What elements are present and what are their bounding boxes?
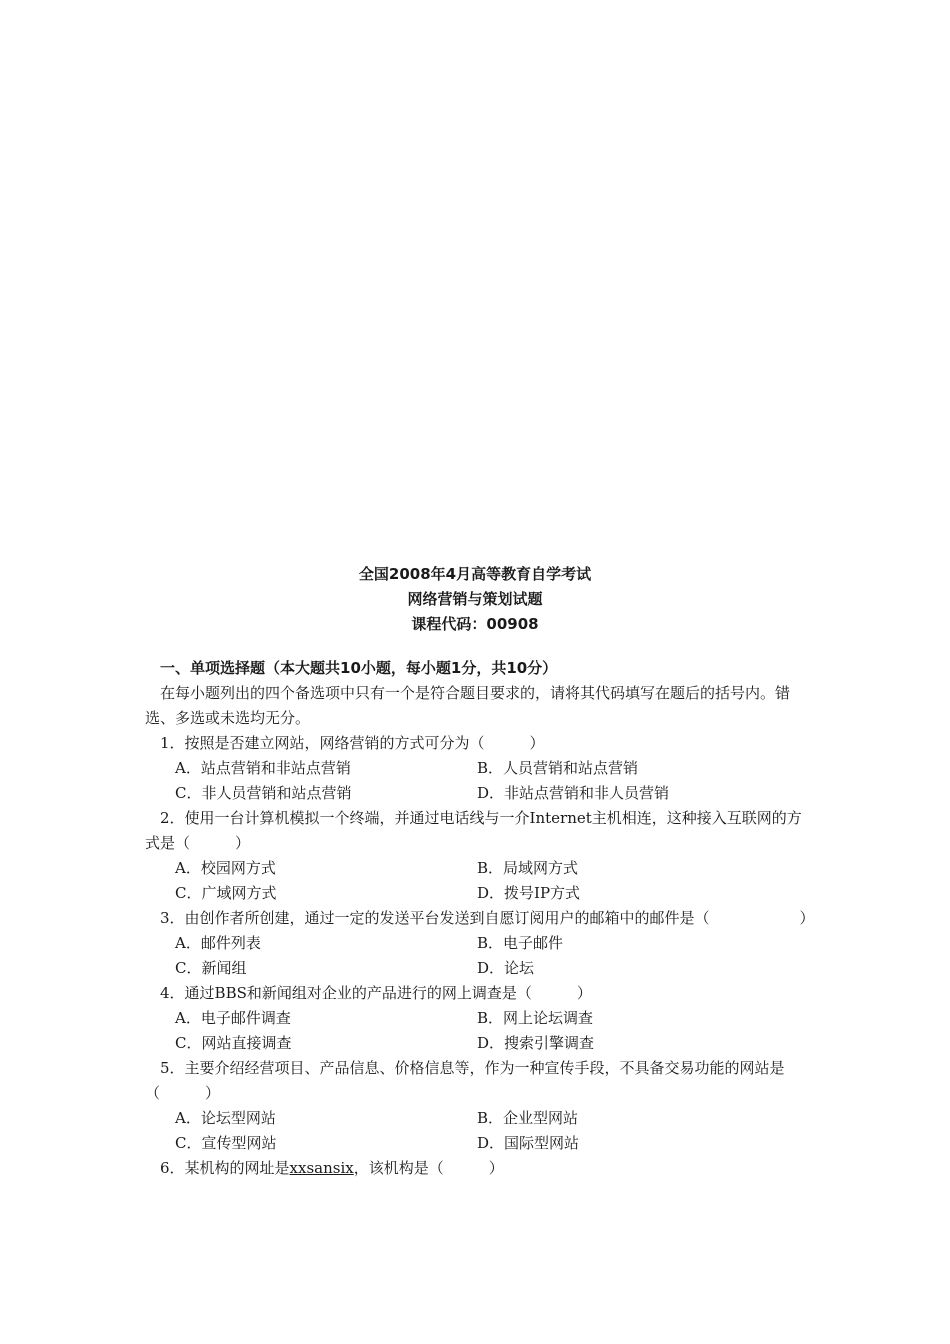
question-prefix: 6．某机构的网址是 — [160, 1159, 290, 1177]
option-c: C．宣传型网站 — [175, 1134, 277, 1152]
website-link[interactable]: xxsansix — [289, 1159, 354, 1177]
question-text: 3．由创作者所创建，通过一定的发送平台发送到自愿订阅用户的邮箱中的邮件是（ ） — [160, 909, 815, 927]
option-d: D．拨号IP方式 — [477, 884, 581, 902]
option-a: A．电子邮件调查 — [175, 1009, 291, 1027]
exam-header — [0, 562, 950, 637]
question-suffix: ，该机构是（ ） — [353, 1159, 504, 1177]
question-block — [145, 981, 815, 1056]
option-d: D．搜索引擎调查 — [477, 1034, 595, 1052]
question-block — [145, 1056, 815, 1156]
option-b: B．网上论坛调查 — [477, 1009, 594, 1027]
option-b: B．人员营销和站点营销 — [477, 759, 639, 777]
question-text: 1．按照是否建立网站，网络营销的方式可分为（ ） — [160, 734, 545, 752]
section-title: 一、单项选择题（本大题共10小题，每小题1分，共10分） — [160, 659, 558, 677]
option-c: C．非人员营销和站点营销 — [175, 784, 352, 802]
option-b: B．局域网方式 — [477, 859, 579, 877]
option-d: D．论坛 — [477, 959, 535, 977]
option-c: C．网站直接调查 — [175, 1034, 292, 1052]
exam-title: 全国2008年4月高等教育自学考试 — [358, 565, 592, 583]
question-text: 4．通过BBS和新闻组对企业的产品进行的网上调查是（ ） — [160, 984, 592, 1002]
course-code: 课程代码：00908 — [411, 615, 539, 633]
option-a: A．论坛型网站 — [175, 1109, 276, 1127]
option-c: C．广域网方式 — [175, 884, 277, 902]
option-b: B．企业型网站 — [477, 1109, 579, 1127]
exam-body — [145, 656, 815, 1181]
option-d: D．非站点营销和非人员营销 — [477, 784, 670, 802]
question-block — [145, 806, 815, 906]
question-block — [145, 906, 815, 981]
section-instruction: 在每小题列出的四个备选项中只有一个是符合题目要求的，请将其代码填写在题后的括号内。错选、多选或未选均无分。 — [145, 684, 791, 727]
option-b: B．电子邮件 — [477, 934, 564, 952]
question-text — [145, 1156, 815, 1181]
question-text: 5．主要介绍经营项目、产品信息、价格信息等，作为一种宣传手段，不具备交易功能的网站是（ ） — [145, 1059, 785, 1102]
option-c: C．新闻组 — [175, 959, 247, 977]
question-block — [145, 731, 815, 806]
option-a: A．站点营销和非站点营销 — [175, 759, 351, 777]
exam-subject: 网络营销与策划试题 — [407, 590, 543, 608]
option-a: A．校园网方式 — [175, 859, 276, 877]
option-a: A．邮件列表 — [175, 934, 261, 952]
question-text: 2．使用一台计算机模拟一个终端，并通过电话线与一介Internet主机相连，这种接入互联网的方式是（ ） — [145, 809, 802, 852]
option-d: D．国际型网站 — [477, 1134, 580, 1152]
